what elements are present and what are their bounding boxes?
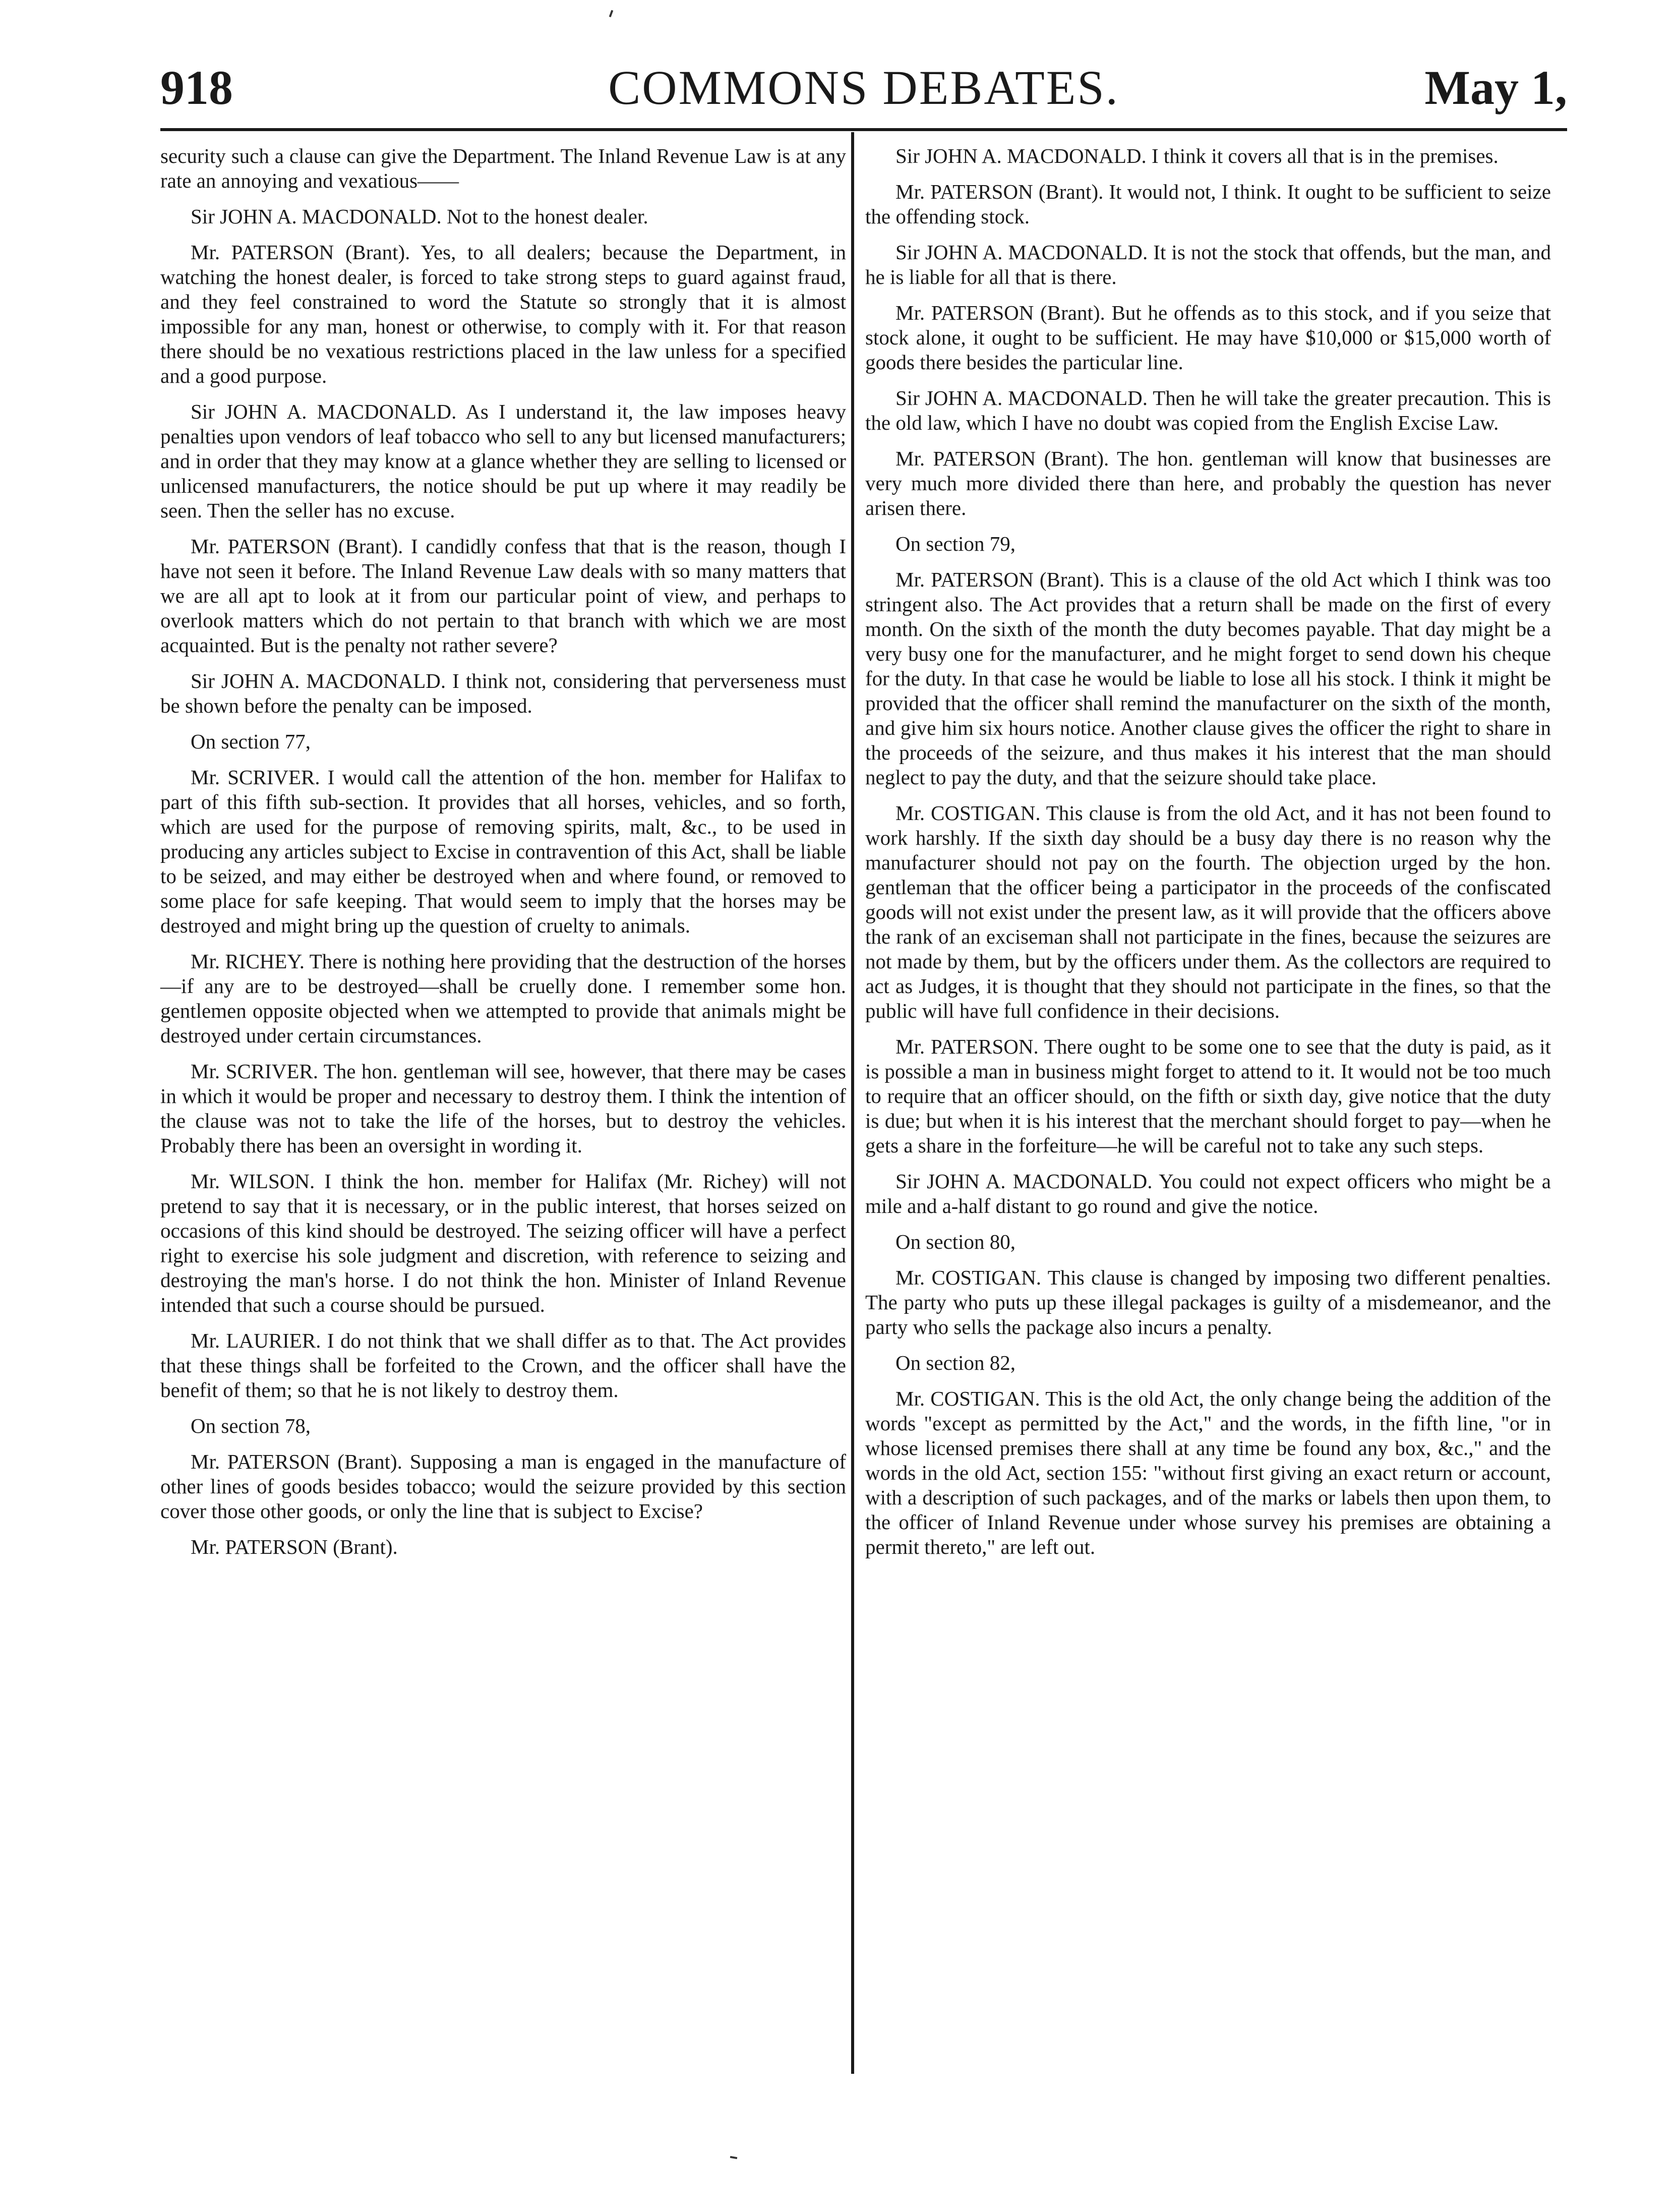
page-header [160, 60, 1567, 115]
speech-paragraph: Mr. COSTIGAN. This is the old Act, the only change being the addition of the words "except as permitted by the Act," and the words, in the fifth line, "or in whose licensed premises there shall at any time be found any box, &c.," and the words in the old Act, section 155: "without first giving an exact return or account, with a description of such packages, and of the marks or labels then upon them, to the officer of Inland Revenue under whose survey his premises are obtaining a permit thereto," are left out. [865, 1387, 1551, 1558]
speech-paragraph: Mr. SCRIVER. The hon. gentleman will see, however, that there may be cases in which it would be proper and necessary to destroy them. I think the intention of the clause was not to take the life of the horses, but to destroy the vehicles. Probably there has been an oversight in wording it. [160, 1060, 846, 1157]
speech-paragraph: Mr. PATERSON (Brant). [191, 1535, 398, 1558]
section-heading: On section 80, [895, 1230, 1015, 1253]
section-heading: On section 79, [895, 532, 1015, 555]
speech-paragraph: Mr. PATERSON (Brant). It would not, I think. It ought to be sufficient to seize the offending stock. [865, 180, 1551, 228]
speech-paragraph: Sir JOHN A. MACDONALD. Then he will take the greater precaution. This is the old law, which I have no doubt was copied from the English Excise Law. [865, 386, 1551, 434]
speech-paragraph: Sir JOHN A. MACDONALD. As I understand it, the law imposes heavy penalties upon vendors of leaf tobacco who sell to any but licensed manufacturers; and in order that they may know at a glance whether they are selling to licensed or unlicensed manufacturers, the notice should be put up where it may readily be seen. Then the seller has no excuse. [160, 400, 846, 522]
speech-paragraph: security such a clause can give the Department. The Inland Revenue Law is at any rate an annoying and vexatious—— [160, 144, 846, 192]
speech-paragraph: Mr. PATERSON. There ought to be some one to see that the duty is paid, as it is possible a man in business might forget to attend to it. It would not be too much to require that an officer should, on the fifth or sixth day, give notice that the duty is due; but when it is his interest that the merchant should forget to pay—when he gets a share in the forfeiture—he will be careful not to take any such steps. [865, 1035, 1551, 1157]
speech-paragraph: Sir JOHN A. MACDONALD. I think it covers all that is in the premises. [895, 144, 1499, 167]
speech-paragraph: Mr. SCRIVER. I would call the attention of the hon. member for Halifax to part of this fifth sub-section. It provides that all horses, vehicles, and so forth, which are used for the purpose of removing spirits, malt, &c., to be used in producing any articles subject to Excise in contravention of this Act, shall be liable to be seized, and may either be destroyed when and where found, or removed to some place for safe keeping. That would seem to imply that the horses may be destroyed and might bring up the question of cruelty to animals. [160, 766, 846, 937]
speech-paragraph: Mr. WILSON. I think the hon. member for Halifax (Mr. Richey) will not pretend to say that it is necessary, or in the public interest, that horses seized on occasions of this kind should be destroyed. The seizing officer will have a perfect right to exercise his sole judgment and discretion, with reference to seizing and destroying the man's horse. I do not think the hon. Minister of Inland Revenue intended that such a course should be pursued. [160, 1170, 846, 1316]
ink-mark [609, 10, 614, 18]
right-column [865, 144, 1551, 1570]
running-title: COMMONS DEBATES. [608, 61, 1119, 114]
speech-paragraph: Mr. COSTIGAN. This clause is changed by imposing two different penalties. The party who puts up these illegal packages is guilty of a misdemeanor, and the party who sells the package also incurs a penalty. [865, 1266, 1551, 1338]
speech-paragraph: Mr. LAURIER. I do not think that we shall differ as to that. The Act provides that these things shall be forfeited to the Crown, and the officer shall have the benefit of them; so that he is not likely to destroy them. [160, 1329, 846, 1402]
speech-paragraph: Mr. RICHEY. There is nothing here providing that the destruction of the horses—if any are to be destroyed—shall be cruelly done. I remember some hon. gentlemen opposite objected when we attempted to provide that animals might be destroyed under certain circumstances. [160, 950, 846, 1047]
header-rule [160, 128, 1567, 131]
speech-paragraph: Sir JOHN A. MACDONALD. I think not, considering that perverseness must be shown before the penalty can be imposed. [160, 669, 846, 717]
page-number: 918 [160, 61, 233, 114]
speech-paragraph: Mr. PATERSON (Brant). Supposing a man is engaged in the manufacture of other lines of goods besides tobacco; would the seizure provided by this section cover those other goods, or only the line that is subject to Excise? [160, 1450, 846, 1523]
speech-paragraph: Sir JOHN A. MACDONALD. Not to the honest dealer. [191, 205, 648, 228]
speech-paragraph: Mr. PATERSON (Brant). I candidly confess that that is the reason, though I have not seen it before. The Inland Revenue Law deals with so many matters that we are all apt to look at it from our particular point of view, and perhaps to overlook matters which do not pertain to that branch with which we are most acquainted. But is the penalty not rather severe? [160, 535, 846, 657]
section-heading: On section 78, [191, 1414, 311, 1437]
page-date: May 1, [1424, 61, 1567, 114]
speech-paragraph: Mr. PATERSON (Brant). The hon. gentleman will know that businesses are very much more divided there than here, and probably the question has never arisen there. [865, 447, 1551, 519]
speech-paragraph: Mr. PATERSON (Brant). But he offends as to this stock, and if you seize that stock alone, it ought to be sufficient. He may have $10,000 or $15,000 worth of goods there besides the particular line. [865, 301, 1551, 374]
speech-paragraph: Sir JOHN A. MACDONALD. It is not the stock that offends, but the man, and he is liable for all that is there. [865, 241, 1551, 288]
speech-paragraph: Mr. PATERSON (Brant). This is a clause of the old Act which I think was too stringent also. The Act provides that a return shall be made on the first of every month. On the sixth of the month the duty becomes payable. That day might be a very busy one for the manufacturer, and he might forget to send down his cheque for the duty. In that case he would be liable to lose all his stock. I think it might be provided that the officer shall remind the manufacturer on the sixth of the month, and give him six hours notice. Another clause gives the officer the right to share in the proceeds of the seizure, and thus makes it his interest that the man should neglect to pay the duty, and that the seizure should take place. [865, 568, 1551, 789]
speech-paragraph: Mr. PATERSON (Brant). Yes, to all dealers; because the Department, in watching the honest dealer, is forced to take strong steps to guard against fraud, and they feel constrained to word the Statute so strongly that it is almost impossible for any man, honest or otherwise, to comply with it. For that reason there should be no vexatious restrictions placed in the law unless for a specified and a good purpose. [160, 241, 846, 387]
section-heading: On section 77, [191, 730, 311, 753]
speech-paragraph: Sir JOHN A. MACDONALD. You could not expect officers who might be a mile and a-half distant to go round and give the notice. [865, 1170, 1551, 1217]
left-column [160, 144, 846, 1570]
column-divider [851, 132, 854, 2074]
section-heading: On section 82, [895, 1351, 1015, 1374]
speech-paragraph: Mr. COSTIGAN. This clause is from the old Act, and it has not been found to work harshly. If the sixth day should be a busy day there is no reason why the manufacturer should not pay on the fourth. The objection urged by the hon. gentleman that the officer being a participator in the proceeds of the confiscated goods will not exist under the present law, as it will provide that the officers above the rank of an exciseman shall not participate in the fines, because the seizures are not made by them, but by the officers under them. As the collectors are required to act as Judges, it is thought that they should not participate in the fines, so that the public will have full confidence in their decisions. [865, 801, 1551, 1022]
ink-mark [730, 2156, 737, 2159]
